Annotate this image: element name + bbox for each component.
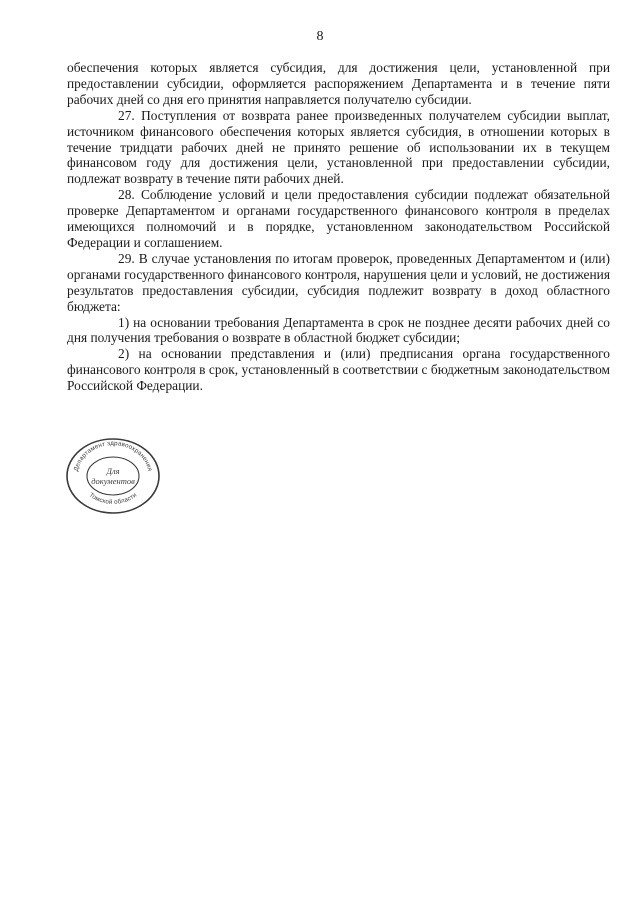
paragraph-continuation: обеспечения которых является субсидия, для достижения цели, установленной при предоставлении субсидии, оформляется распоряжением Департамента и в течение пяти рабочих дней со дня его принятия направляется получателю субсидии. [67, 60, 610, 107]
paragraph-29-item-1: 1) на основании требования Департамента в срок не позднее десяти рабочих дней со дня получения требования о возврате в областной бюджет субсидии; [67, 314, 610, 346]
seal-ring-text-bottom: Томской области [87, 491, 139, 506]
department-seal-stamp [64, 437, 162, 515]
paragraph-29: 29. В случае установления по итогам проверок, проведенных Департаментом и (или) органами государственного финансового контроля, нарушения цели и условий, не достижения результатов предоставления субсидии, субсидия подлежит возврату в доход областного бюджета: [67, 250, 610, 314]
seal-ring-text-top: Департамент здравоохранения [72, 439, 154, 472]
seal-center-line-1: Для [106, 466, 120, 476]
paragraph-27: 27. Поступления от возврата ранее произведенных получателем субсидии выплат, источником финансового обеспечения которых является субсидия, в отношении которых в течение тридцати рабочих дней не принято решение об использовании их в текущем финансовом году для достижения цели, установленной при предоставлении субсидии, подлежат возврату в течение пяти рабочих дней. [67, 107, 610, 187]
paragraph-29-item-2: 2) на основании представления и (или) предписания органа государственного финансового контроля в срок, установленный в соответствии с бюджетным законодательством Российской Федерации. [67, 346, 610, 394]
seal-center-line-2: документов [91, 476, 135, 486]
page-number: 8 [316, 29, 324, 44]
document-body [67, 60, 610, 394]
paragraph-28: 28. Соблюдение условий и цели предоставления субсидии подлежат обязательной проверке Департаментом и органами государственного финансового контроля в пределах имеющихся полномочий и в порядке, установленном законодательством Российской Федерации и соглашением. [67, 187, 610, 250]
